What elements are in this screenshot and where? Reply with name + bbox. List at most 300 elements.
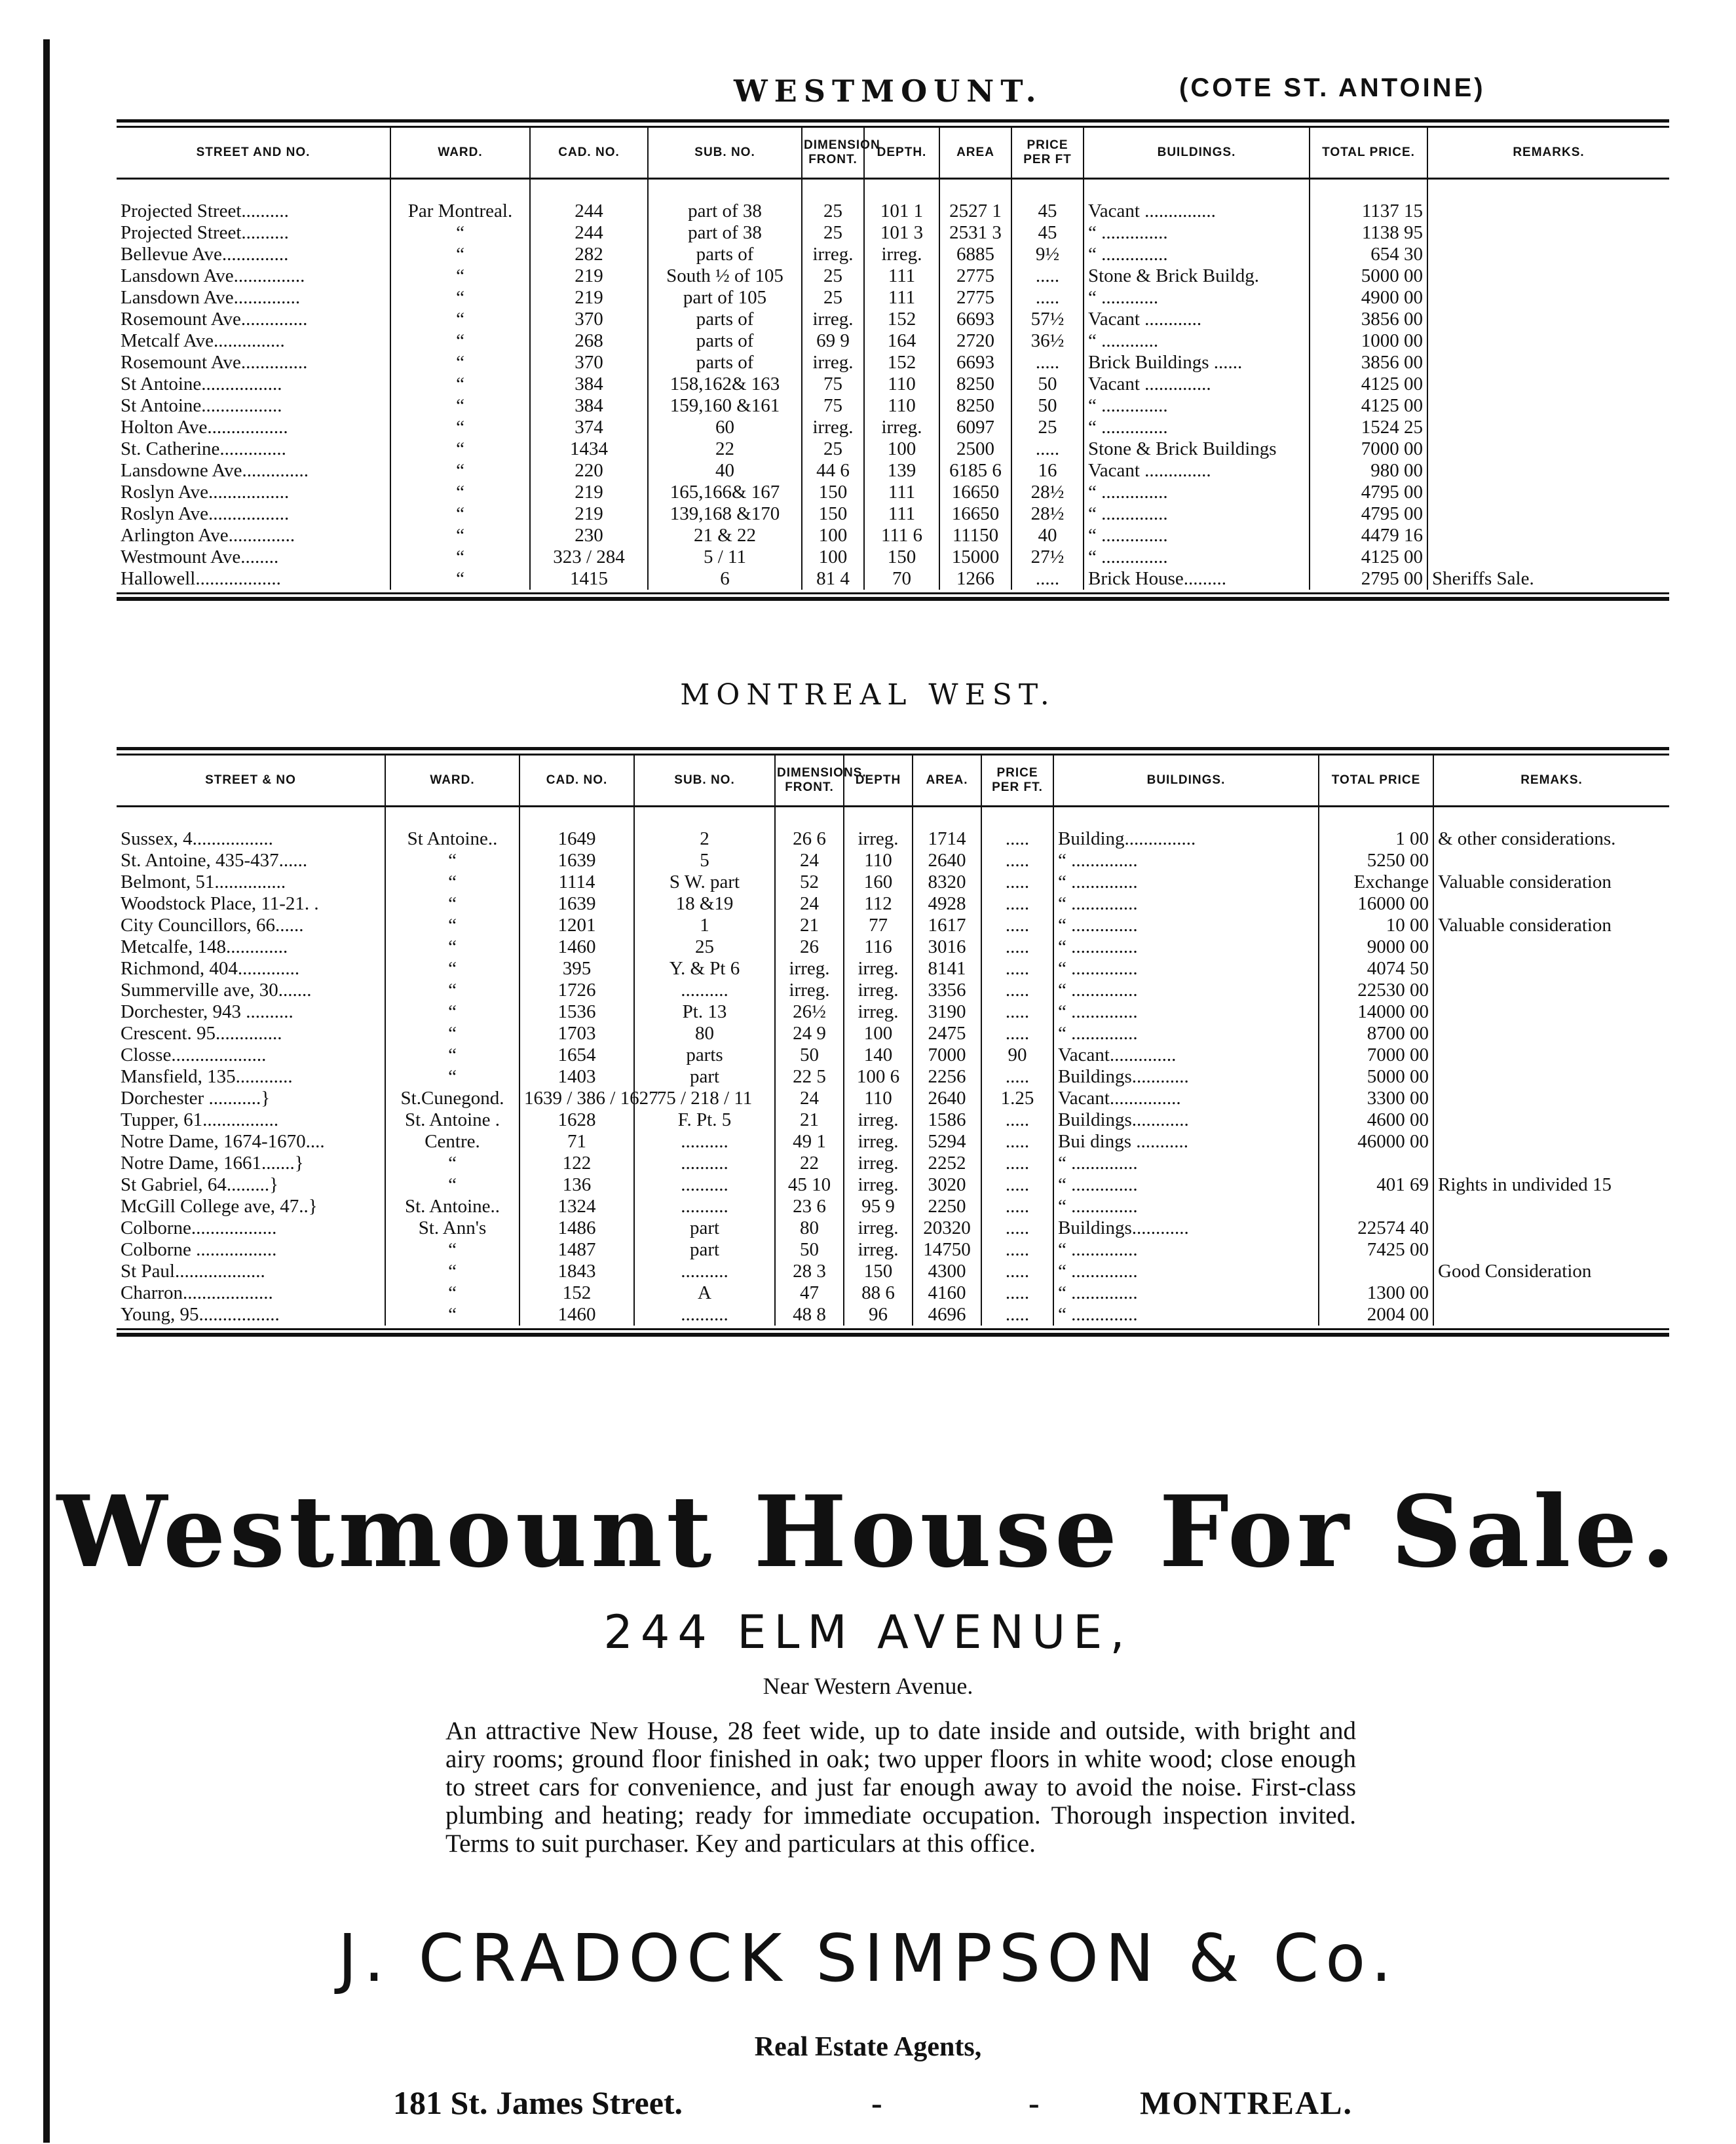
table-cell <box>1427 438 1669 460</box>
table-cell: “ <box>390 330 530 352</box>
table-cell: Bui dings ........... <box>1053 1131 1319 1153</box>
table-cell: Buildings............ <box>1053 1217 1319 1239</box>
table-cell: 24 <box>775 850 844 871</box>
table-cell: 1300 00 <box>1319 1282 1433 1304</box>
table-cell: 116 <box>844 936 913 958</box>
table-cell: Young, 95................. <box>121 1304 280 1325</box>
table-cell: 22 <box>648 438 802 460</box>
table-cell: “ .............. <box>1053 1261 1319 1282</box>
column-header: DIMENSION FRONT. <box>802 128 864 179</box>
table-cell <box>1433 1044 1669 1066</box>
table-cell: “ .............. <box>1053 871 1319 893</box>
table-cell: 26½ <box>775 1001 844 1023</box>
table-cell: Roslyn Ave................. <box>121 503 290 524</box>
table-cell: St Antoine................. <box>121 395 282 416</box>
table-cell: 370 <box>530 309 648 330</box>
table-cell: “ <box>385 1066 519 1088</box>
table-cell: Buildings............ <box>1053 1066 1319 1088</box>
table-cell: 1639 <box>519 893 634 915</box>
table-cell: 27½ <box>1011 546 1084 568</box>
table-cell: 160 <box>844 871 913 893</box>
table-cell: “ .............. <box>1084 503 1310 525</box>
table-cell: 7000 00 <box>1310 438 1427 460</box>
table-cell: Dorchester, 943 .......... <box>121 1001 293 1022</box>
table-cell: 75 <box>802 395 864 417</box>
table-cell: 6885 <box>939 244 1011 265</box>
table-row <box>117 373 1669 395</box>
table-cell: 25 <box>1011 417 1084 438</box>
table-cell: 90 <box>981 1044 1053 1066</box>
table-cell: Exchange <box>1319 871 1433 893</box>
table-cell: irreg. <box>844 828 913 850</box>
table-cell: 21 <box>775 1109 844 1131</box>
table-cell: 3856 00 <box>1310 309 1427 330</box>
table-cell: 219 <box>530 503 648 525</box>
table-cell <box>1427 287 1669 309</box>
table-cell: “ .............. <box>1053 1153 1319 1174</box>
table-cell: Rights in undivided 15 <box>1433 1174 1669 1196</box>
table-cell: .......... <box>634 1153 775 1174</box>
table-cell: Valuable consideration <box>1433 915 1669 936</box>
table-cell: 101 3 <box>864 222 939 244</box>
table-cell: ..... <box>981 1261 1053 1282</box>
table-cell: 2531 3 <box>939 222 1011 244</box>
table-cell: “ <box>390 395 530 417</box>
table-cell: Rosemount Ave.............. <box>121 352 308 373</box>
table-cell: 5250 00 <box>1319 850 1433 871</box>
table-cell: irreg. <box>844 1217 913 1239</box>
ad-firm-name: J. CRADOCK SIMPSON & Co. <box>337 1920 1399 1997</box>
table-row <box>117 546 1669 568</box>
table-cell: 96 <box>844 1304 913 1326</box>
column-header: AREA <box>939 128 1011 179</box>
table-cell: 75 <box>802 373 864 395</box>
table-cell: “ <box>385 1239 519 1261</box>
table-cell: 401 69 <box>1319 1174 1433 1196</box>
table-cell: Vacant ............... <box>1084 201 1310 222</box>
table-row <box>117 222 1669 244</box>
table-cell: “ <box>385 980 519 1001</box>
table-cell: “ <box>385 850 519 871</box>
table-cell <box>1427 482 1669 503</box>
table-cell: 7000 00 <box>1319 1044 1433 1066</box>
table-cell: Belmont, 51............... <box>121 871 286 892</box>
table-cell: 111 6 <box>864 525 939 546</box>
table-row <box>117 1217 1669 1239</box>
table-cell: 22 <box>775 1153 844 1174</box>
table-cell: “ .............. <box>1053 1304 1319 1326</box>
table-cell: 7000 <box>913 1044 981 1066</box>
table-cell: South ½ of 105 <box>648 265 802 287</box>
table-cell <box>1433 1153 1669 1174</box>
table-cell: 10 00 <box>1319 915 1433 936</box>
table-cell: 7425 00 <box>1319 1239 1433 1261</box>
table-cell <box>1427 525 1669 546</box>
table-cell: City Councillors, 66...... <box>121 915 304 936</box>
table-cell: 2252 <box>913 1153 981 1174</box>
table-cell: 150 <box>844 1261 913 1282</box>
table-cell: “ .............. <box>1053 1174 1319 1196</box>
table-cell: “ .............. <box>1084 222 1310 244</box>
table-cell: 1639 / 386 / 1627 <box>519 1088 634 1109</box>
table-row <box>117 1001 1669 1023</box>
table-cell: Lansdown Ave............... <box>121 265 305 286</box>
table-cell: 268 <box>530 330 648 352</box>
table-row <box>117 417 1669 438</box>
table-cell: 2527 1 <box>939 201 1011 222</box>
table-row <box>117 503 1669 525</box>
table-row <box>117 1131 1669 1153</box>
table-cell: Projected Street.......... <box>121 201 289 221</box>
table-cell: irreg. <box>802 244 864 265</box>
table-cell: 45 <box>1011 201 1084 222</box>
table-cell: St Antoine.. <box>385 828 519 850</box>
table-row <box>117 287 1669 309</box>
table-cell <box>1433 1066 1669 1088</box>
table-cell <box>1427 417 1669 438</box>
table-cell: 1649 <box>519 828 634 850</box>
table-cell: St Paul................... <box>121 1261 265 1282</box>
table-cell: 46000 00 <box>1319 1131 1433 1153</box>
table-cell <box>1433 1109 1669 1131</box>
table-cell: parts of <box>648 244 802 265</box>
table-cell: 50 <box>775 1239 844 1261</box>
table-cell: 5000 00 <box>1310 265 1427 287</box>
table-cell <box>1433 1001 1669 1023</box>
table-cell <box>1427 395 1669 417</box>
column-header: PRICE PER FT. <box>981 756 1053 807</box>
table-row <box>117 352 1669 373</box>
table-row <box>117 1174 1669 1196</box>
table-cell: 25 <box>802 287 864 309</box>
table-cell: 4795 00 <box>1310 482 1427 503</box>
table-cell: “ <box>385 1261 519 1282</box>
table-cell: part <box>634 1217 775 1239</box>
table-cell: “ .............. <box>1053 958 1319 980</box>
table-cell: 2500 <box>939 438 1011 460</box>
table-cell: ..... <box>981 1304 1053 1326</box>
table-cell: 40 <box>648 460 802 482</box>
column-header: WARD. <box>385 756 519 807</box>
table-cell: 71 <box>519 1131 634 1153</box>
table-cell: 5294 <box>913 1131 981 1153</box>
table-cell: St.Cunegond. <box>385 1088 519 1109</box>
column-header: WARD. <box>390 128 530 179</box>
table-cell: “ .............. <box>1053 1282 1319 1304</box>
table-cell: 77 <box>844 915 913 936</box>
table-cell: 2475 <box>913 1023 981 1044</box>
table-cell: irreg. <box>844 980 913 1001</box>
table-cell: 81 4 <box>802 568 864 590</box>
table-cell: part <box>634 1066 775 1088</box>
table-cell: “ <box>385 958 519 980</box>
table-cell: ..... <box>981 1196 1053 1217</box>
table-cell: Pt. 13 <box>634 1001 775 1023</box>
table-cell: 654 30 <box>1310 244 1427 265</box>
table-cell: irreg. <box>844 1174 913 1196</box>
table-cell: Vacant ............ <box>1084 309 1310 330</box>
table-cell: 26 6 <box>775 828 844 850</box>
table-cell: 1714 <box>913 828 981 850</box>
table-cell: Notre Dame, 1674-1670.... <box>121 1131 325 1152</box>
table-cell: Metcalf Ave............... <box>121 330 285 351</box>
table-cell: 2640 <box>913 850 981 871</box>
table-cell: 14000 00 <box>1319 1001 1433 1023</box>
montreal-west-table <box>117 747 1669 1337</box>
table-cell: 40 <box>1011 525 1084 546</box>
table-cell: ..... <box>1011 438 1084 460</box>
table-cell: 20320 <box>913 1217 981 1239</box>
table-cell: 1524 25 <box>1310 417 1427 438</box>
table-cell: 3300 00 <box>1319 1088 1433 1109</box>
table-row <box>117 828 1669 850</box>
table-cell: Roslyn Ave................. <box>121 482 290 503</box>
column-header: PRICE PER FT <box>1011 128 1084 179</box>
table-cell: ..... <box>1011 265 1084 287</box>
table-row <box>117 1261 1669 1282</box>
table-cell: 57½ <box>1011 309 1084 330</box>
table-cell: 100 <box>864 438 939 460</box>
table-cell: 9½ <box>1011 244 1084 265</box>
table-row <box>117 309 1669 330</box>
table-cell: 384 <box>530 395 648 417</box>
table-cell: “ <box>390 503 530 525</box>
column-header: DEPTH <box>844 756 913 807</box>
table-cell: 1460 <box>519 936 634 958</box>
table-cell: “ <box>390 265 530 287</box>
table-cell: 4074 50 <box>1319 958 1433 980</box>
table-cell: ..... <box>981 893 1053 915</box>
table-cell <box>1427 330 1669 352</box>
table-cell: 1415 <box>530 568 648 590</box>
table-cell: 6693 <box>939 352 1011 373</box>
table-cell: 8141 <box>913 958 981 980</box>
table-cell: F. Pt. 5 <box>634 1109 775 1131</box>
table-cell: ..... <box>981 1153 1053 1174</box>
table-cell: “ .............. <box>1084 244 1310 265</box>
table-row <box>117 201 1669 222</box>
table-cell: 140 <box>844 1044 913 1066</box>
table-cell: “ <box>385 871 519 893</box>
ad-separator-dash-2: - <box>1028 2084 1040 2121</box>
table-row <box>117 1196 1669 1217</box>
table-cell: 4125 00 <box>1310 373 1427 395</box>
ad-description: An attractive New House, 28 feet wide, up to date inside and outside, with bright and airy rooms; ground floor finished in oak; two upper floors in white wood; close enough to street cars for convenience, and just far enough away to avoid the noise. First-class plumbing and heating; ready for immediate occupation. Thorough inspection invited. Terms to suit purchaser. Key and particulars at this office. <box>445 1717 1356 1858</box>
table-cell: 1138 95 <box>1310 222 1427 244</box>
column-header: STREET & NO <box>205 773 296 787</box>
table-cell: irreg. <box>864 417 939 438</box>
table-cell: 23 6 <box>775 1196 844 1217</box>
table-cell: A <box>634 1282 775 1304</box>
table-row <box>117 438 1669 460</box>
table-cell: “ .............. <box>1084 525 1310 546</box>
table-cell: Vacant.............. <box>1053 1044 1319 1066</box>
table-cell: ..... <box>981 1109 1053 1131</box>
table-cell: 152 <box>864 309 939 330</box>
table-cell <box>1427 352 1669 373</box>
column-header: BUILDINGS. <box>1084 128 1310 179</box>
table-cell: St. Ann's <box>385 1217 519 1239</box>
table-cell: 5000 00 <box>1319 1066 1433 1088</box>
table-row <box>117 850 1669 871</box>
table-cell: 323 / 284 <box>530 546 648 568</box>
table-cell: 52 <box>775 871 844 893</box>
table-cell: 159,160 &161 <box>648 395 802 417</box>
table-cell: 1460 <box>519 1304 634 1326</box>
table-cell: 44 6 <box>802 460 864 482</box>
table-cell: “ .............. <box>1053 1196 1319 1217</box>
table-cell: irreg. <box>864 244 939 265</box>
table-cell: 100 <box>802 546 864 568</box>
table-cell: 8700 00 <box>1319 1023 1433 1044</box>
table-cell <box>1433 850 1669 871</box>
table-cell: Metcalfe, 148............. <box>121 936 288 957</box>
table-cell <box>1433 1217 1669 1239</box>
table-cell: 139,168 &170 <box>648 503 802 525</box>
table-cell: 139 <box>864 460 939 482</box>
table-cell: parts of <box>648 330 802 352</box>
table-cell: “ <box>390 525 530 546</box>
table-cell: Stone & Brick Buildg. <box>1084 265 1310 287</box>
table-cell: St. Catherine.............. <box>121 438 286 459</box>
table-cell: Vacant .............. <box>1084 373 1310 395</box>
table-cell: “ <box>385 1023 519 1044</box>
table-cell: ..... <box>981 1239 1053 1261</box>
table-cell: 111 <box>864 482 939 503</box>
table-row <box>117 482 1669 503</box>
table-cell: ..... <box>981 1131 1053 1153</box>
table-cell: ..... <box>981 850 1053 871</box>
table-cell: 24 <box>775 1088 844 1109</box>
table-row <box>117 980 1669 1001</box>
table-row <box>117 915 1669 936</box>
table-cell: “ <box>385 1282 519 1304</box>
table-cell: Colborne ................. <box>121 1239 277 1260</box>
table-cell: 1324 <box>519 1196 634 1217</box>
montreal-west-heading: MONTREAL WEST. <box>680 678 1056 712</box>
table-cell: St Gabriel, 64.........} <box>121 1174 279 1195</box>
table-cell: 24 9 <box>775 1023 844 1044</box>
table-row <box>117 568 1669 590</box>
table-cell: Buildings............ <box>1053 1109 1319 1131</box>
table-cell: 4125 00 <box>1310 546 1427 568</box>
table-cell: part of 38 <box>648 201 802 222</box>
table-row <box>117 330 1669 352</box>
table-cell: “ .............. <box>1053 893 1319 915</box>
column-header: DIMENSIONS. FRONT. <box>775 756 844 807</box>
table-cell: ..... <box>981 915 1053 936</box>
table-cell: Colborne.................. <box>121 1217 277 1238</box>
table-cell: Lansdown Ave.............. <box>121 287 301 308</box>
table-cell: St. Antoine . <box>385 1109 519 1131</box>
table-cell: 8250 <box>939 395 1011 417</box>
table-cell: 11150 <box>939 525 1011 546</box>
table-cell: 384 <box>530 373 648 395</box>
table-cell: 4795 00 <box>1310 503 1427 525</box>
table-cell <box>1427 265 1669 287</box>
table-cell: 25 <box>634 936 775 958</box>
table-cell: 50 <box>1011 373 1084 395</box>
table-cell: 100 <box>802 525 864 546</box>
left-margin-bar <box>43 39 50 2143</box>
table-cell: “ .............. <box>1084 417 1310 438</box>
table-cell: 1137 15 <box>1310 201 1427 222</box>
column-header: STREET AND NO. <box>196 145 311 159</box>
table-row <box>117 1066 1669 1088</box>
table-cell: Woodstock Place, 11-21. . <box>121 893 319 914</box>
table-cell: Sheriffs Sale. <box>1427 568 1669 590</box>
table-cell: 80 <box>775 1217 844 1239</box>
table-cell: 1654 <box>519 1044 634 1066</box>
table-cell: parts <box>634 1044 775 1066</box>
table-cell: Bellevue Ave.............. <box>121 244 289 265</box>
table-cell: Westmount Ave........ <box>121 546 279 567</box>
table-cell: 980 00 <box>1310 460 1427 482</box>
table-cell: 282 <box>530 244 648 265</box>
table-cell: “ <box>390 309 530 330</box>
table-cell: 1266 <box>939 568 1011 590</box>
table-cell: 112 <box>844 893 913 915</box>
table-cell: 45 <box>1011 222 1084 244</box>
table-cell: “ <box>390 482 530 503</box>
table-cell: 1843 <box>519 1261 634 1282</box>
table-cell: 5 <box>634 850 775 871</box>
table-cell <box>1427 222 1669 244</box>
table-cell <box>1427 373 1669 395</box>
table-cell: 370 <box>530 352 648 373</box>
table-cell <box>1433 958 1669 980</box>
table-cell: irreg. <box>844 1001 913 1023</box>
table-cell: Building............... <box>1053 828 1319 850</box>
table-cell: part of 38 <box>648 222 802 244</box>
table-cell: Centre. <box>385 1131 519 1153</box>
table-cell <box>1427 546 1669 568</box>
table-cell: 150 <box>802 482 864 503</box>
table-cell: ..... <box>981 1174 1053 1196</box>
table-cell: 2720 <box>939 330 1011 352</box>
table-cell: 152 <box>519 1282 634 1304</box>
table-row <box>117 525 1669 546</box>
column-header: TOTAL PRICE. <box>1310 128 1427 179</box>
table-cell: irreg. <box>844 1239 913 1261</box>
ad-address: 244 ELM AVENUE, <box>603 1605 1133 1659</box>
table-cell: .......... <box>634 1304 775 1326</box>
table-cell <box>1433 1239 1669 1261</box>
column-header: TOTAL PRICE <box>1319 756 1433 807</box>
table-cell: 3190 <box>913 1001 981 1023</box>
table-cell: 4600 00 <box>1319 1109 1433 1131</box>
table-cell: 5 / 11 <box>648 546 802 568</box>
table-cell: 1628 <box>519 1109 634 1131</box>
table-cell: Projected Street.......... <box>121 222 289 243</box>
table-cell: “ <box>390 244 530 265</box>
table-cell: 111 <box>864 503 939 525</box>
table-cell: ..... <box>1011 287 1084 309</box>
table-cell: 4479 16 <box>1310 525 1427 546</box>
westmount-table <box>117 119 1669 601</box>
ad-street-address: 181 St. James Street. <box>393 2084 683 2121</box>
table-cell: irreg. <box>844 958 913 980</box>
table-cell <box>1427 503 1669 525</box>
table-cell: Brick House......... <box>1084 568 1310 590</box>
table-cell: 45 10 <box>775 1174 844 1196</box>
table-cell: .......... <box>634 980 775 1001</box>
table-cell: “ <box>385 1304 519 1326</box>
table-cell: 1114 <box>519 871 634 893</box>
table-cell: 4696 <box>913 1304 981 1326</box>
table-cell: Rosemount Ave.............. <box>121 309 308 330</box>
table-cell: “ <box>390 546 530 568</box>
